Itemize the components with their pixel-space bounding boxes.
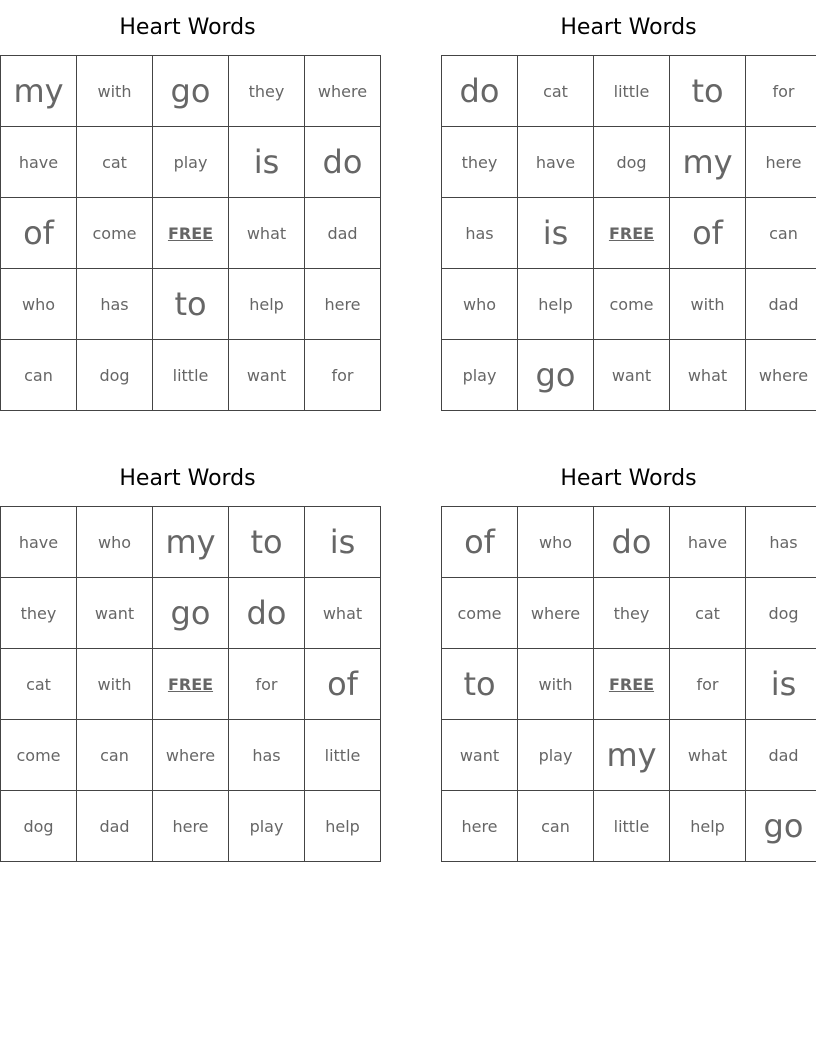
word-cell: with [670, 269, 746, 340]
free-space: FREE [594, 649, 670, 720]
word-cell: is [746, 649, 816, 720]
word-cell: can [1, 340, 77, 411]
word-cell: go [518, 340, 594, 411]
word-cell: they [442, 127, 518, 198]
grid-row [442, 649, 816, 720]
grid-row [442, 791, 816, 862]
word-cell: help [670, 791, 746, 862]
word-cell: who [1, 269, 77, 340]
word-cell: who [77, 507, 153, 578]
card-title: Heart Words [560, 466, 697, 491]
word-cell: of [670, 198, 746, 269]
word-cell: what [229, 198, 305, 269]
word-cell: of [305, 649, 381, 720]
word-cell: come [77, 198, 153, 269]
word-cell: cat [518, 56, 594, 127]
word-cell: little [594, 56, 670, 127]
word-cell: to [442, 649, 518, 720]
word-cell: dad [746, 720, 816, 791]
word-cell: do [305, 127, 381, 198]
word-cell: can [746, 198, 816, 269]
word-cell: what [670, 340, 746, 411]
word-cell: has [77, 269, 153, 340]
word-cell: my [153, 507, 229, 578]
grid-row [1, 578, 381, 649]
bingo-grid [0, 55, 381, 411]
word-cell: here [746, 127, 816, 198]
word-cell: dog [746, 578, 816, 649]
word-cell: for [305, 340, 381, 411]
word-cell: dad [746, 269, 816, 340]
card-title: Heart Words [560, 15, 697, 40]
word-cell: go [746, 791, 816, 862]
word-cell: to [229, 507, 305, 578]
word-cell: want [594, 340, 670, 411]
word-cell: come [442, 578, 518, 649]
word-cell: here [442, 791, 518, 862]
grid-row [1, 56, 381, 127]
word-cell: has [746, 507, 816, 578]
word-cell: for [746, 56, 816, 127]
word-cell: has [229, 720, 305, 791]
grid-row [1, 340, 381, 411]
word-cell: dad [77, 791, 153, 862]
word-cell: here [305, 269, 381, 340]
free-space: FREE [594, 198, 670, 269]
grid-row [1, 127, 381, 198]
word-cell: to [153, 269, 229, 340]
word-cell: with [77, 56, 153, 127]
word-cell: my [1, 56, 77, 127]
word-cell: cat [1, 649, 77, 720]
word-cell: have [1, 507, 77, 578]
word-cell: is [518, 198, 594, 269]
word-cell: cat [670, 578, 746, 649]
word-cell: play [518, 720, 594, 791]
word-cell: play [229, 791, 305, 862]
word-cell: go [153, 578, 229, 649]
word-cell: for [670, 649, 746, 720]
word-cell: who [442, 269, 518, 340]
word-cell: they [1, 578, 77, 649]
card-title: Heart Words [119, 466, 256, 491]
free-space: FREE [153, 198, 229, 269]
grid-row [1, 269, 381, 340]
word-cell: have [1, 127, 77, 198]
grid-row [442, 269, 816, 340]
word-cell: have [518, 127, 594, 198]
word-cell: can [77, 720, 153, 791]
word-cell: my [670, 127, 746, 198]
word-cell: here [153, 791, 229, 862]
word-cell: is [305, 507, 381, 578]
word-cell: want [229, 340, 305, 411]
bingo-grid [0, 506, 381, 862]
word-cell: has [442, 198, 518, 269]
bingo-grid [441, 55, 816, 411]
word-cell: is [229, 127, 305, 198]
bingo-grid [441, 506, 816, 862]
word-cell: little [594, 791, 670, 862]
word-cell: dad [305, 198, 381, 269]
word-cell: for [229, 649, 305, 720]
card-title: Heart Words [119, 15, 256, 40]
word-cell: of [1, 198, 77, 269]
word-cell: they [594, 578, 670, 649]
word-cell: help [229, 269, 305, 340]
word-cell: where [746, 340, 816, 411]
word-cell: dog [1, 791, 77, 862]
word-cell: play [442, 340, 518, 411]
word-cell: dog [594, 127, 670, 198]
grid-row [442, 507, 816, 578]
word-cell: with [518, 649, 594, 720]
word-cell: they [229, 56, 305, 127]
grid-row [442, 56, 816, 127]
grid-row [1, 791, 381, 862]
grid-row [1, 720, 381, 791]
grid-row [442, 127, 816, 198]
word-cell: help [518, 269, 594, 340]
grid-row [442, 198, 816, 269]
grid-row [442, 720, 816, 791]
word-cell: who [518, 507, 594, 578]
grid-row [1, 198, 381, 269]
word-cell: do [594, 507, 670, 578]
word-cell: want [442, 720, 518, 791]
word-cell: do [229, 578, 305, 649]
word-cell: want [77, 578, 153, 649]
grid-row [442, 340, 816, 411]
word-cell: help [305, 791, 381, 862]
word-cell: to [670, 56, 746, 127]
grid-row [1, 649, 381, 720]
word-cell: come [594, 269, 670, 340]
word-cell: have [670, 507, 746, 578]
word-cell: where [153, 720, 229, 791]
word-cell: little [153, 340, 229, 411]
free-space: FREE [153, 649, 229, 720]
word-cell: of [442, 507, 518, 578]
word-cell: can [518, 791, 594, 862]
word-cell: my [594, 720, 670, 791]
word-cell: little [305, 720, 381, 791]
word-cell: cat [77, 127, 153, 198]
word-cell: play [153, 127, 229, 198]
word-cell: come [1, 720, 77, 791]
grid-row [442, 578, 816, 649]
word-cell: dog [77, 340, 153, 411]
word-cell: with [77, 649, 153, 720]
grid-row [1, 507, 381, 578]
word-cell: what [305, 578, 381, 649]
word-cell: do [442, 56, 518, 127]
word-cell: where [305, 56, 381, 127]
word-cell: what [670, 720, 746, 791]
word-cell: go [153, 56, 229, 127]
word-cell: where [518, 578, 594, 649]
